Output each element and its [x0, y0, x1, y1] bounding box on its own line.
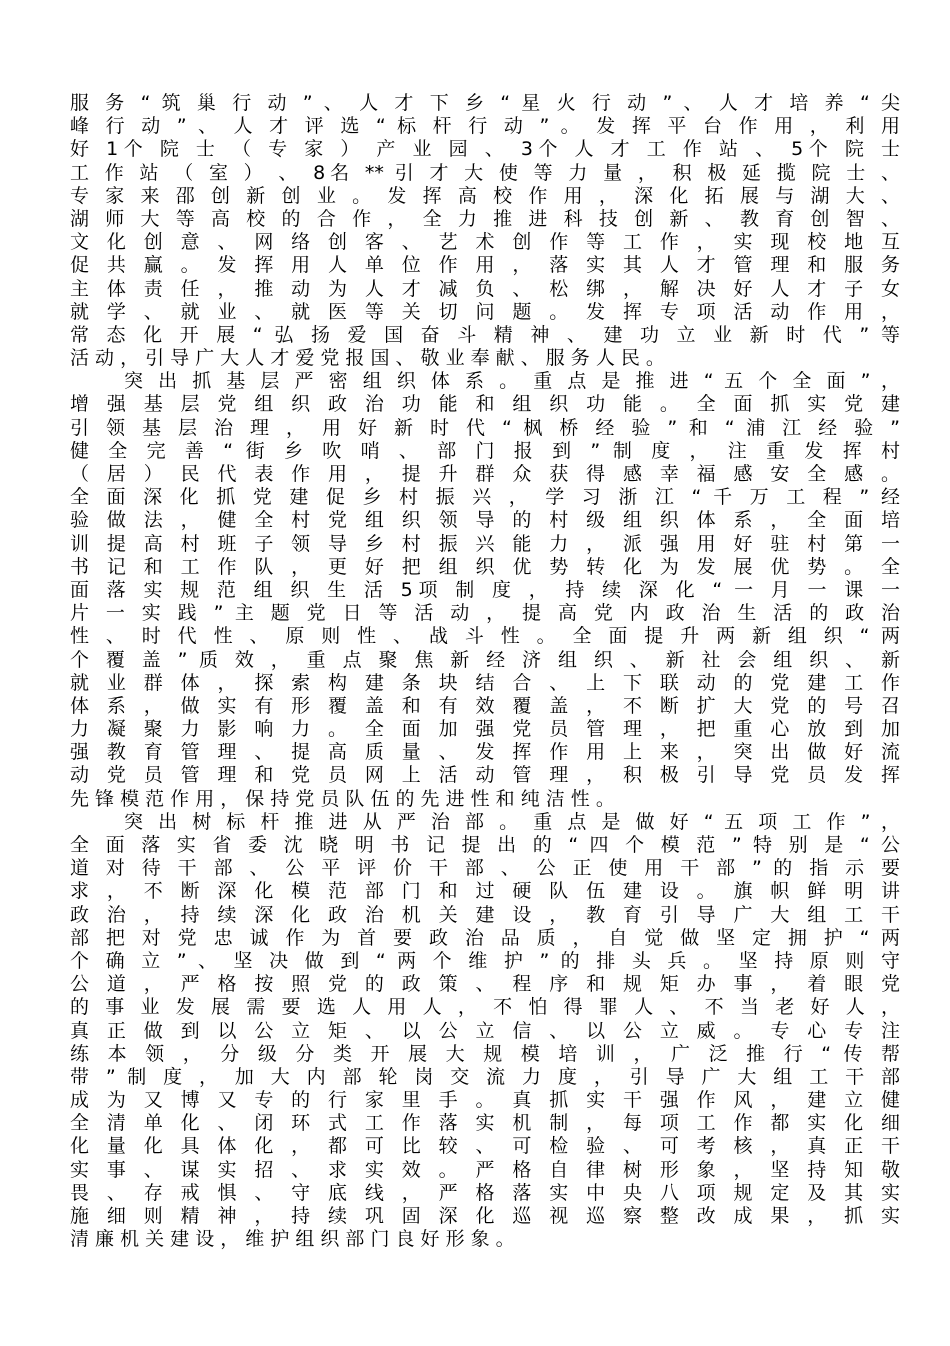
text-line: 健 全 完 善 “ 街 乡 吹 哨 、 部 门 报 到 ” 制 度 ， 注 重 发 挥 村 — [70, 439, 900, 462]
text-line: 全 面 落 实 省 委 沈 晓 明 书 记 提 出 的 “ 四 个 模 范 ” 特 别 是 “ 公 — [70, 834, 900, 856]
text-line: 政 治 ， 持 续 深 化 政 治 机 关 建 设 ， 教 育 引 导 广 大 组 工 干 — [70, 903, 900, 926]
text-line: 体 系 ， 做 实 有 形 覆 盖 和 有 效 覆 盖 ， 不 断 扩 大 党 的 号 召 — [70, 694, 900, 717]
text-line: 书 记 和 工 作 队 ， 更 好 把 组 织 优 势 转 化 为 发 展 优 势 。 全 — [70, 555, 900, 578]
text-line: 湖 师 大 等 高 校 的 合 作 ， 全 力 推 进 科 技 创 新 、 教 育 创 智 、 — [70, 207, 900, 230]
text-line: 带 ” 制 度 ， 加 大 内 部 轮 岗 交 流 力 度 ， 引 导 广 大 组 工 干 部 — [70, 1065, 900, 1088]
text-line: 部 把 对 党 忠 诚 作 为 首 要 政 治 品 质 ， 自 觉 做 坚 定 拥 护 “ 两 — [70, 926, 900, 949]
text-line: 突 出 树 标 杆 推 进 从 严 治 部 。 重 点 是 做 好 “ 五 项 工 作 ” ， — [124, 810, 900, 833]
text-line: 工 作 站 （ 室 ） 、 8名 ** 引 才 大 使 等 力 量 ， 积 极 延 揽 院 士 、 — [70, 161, 900, 184]
text-line: 清 廉 机 关 建 设 ， 维 护 组 织 部 门 良 好 形 象 。 — [70, 1228, 515, 1251]
text-line: 促 共 赢 。 发 挥 用 人 单 位 作 用 ， 落 实 其 人 才 管 理 和 服 务 — [70, 254, 900, 277]
text-line: 化 量 化 具 体 化 ， 都 可 比 较 、 可 检 验 、 可 考 核 ， 真 正 干 — [70, 1135, 900, 1158]
text-line: 就 业 群 体 ， 探 索 构 建 条 块 结 合 、 上 下 联 动 的 党 建 工 作 — [70, 671, 900, 694]
text-line: 施 细 则 精 神 ， 持 续 巩 固 深 化 巡 视 巡 察 整 改 成 果 ， 抓 实 — [70, 1205, 900, 1227]
text-line: 验 做 法 ， 健 全 村 党 组 织 领 导 的 村 级 组 织 体 系 ， 全 面 培 — [70, 509, 900, 532]
text-line: 常 态 化 开 展 “ 弘 扬 爱 国 奋 斗 精 神 、 建 功 立 业 新 时 代 ” 等 — [70, 323, 900, 346]
body-text — [70, 92, 900, 1251]
text-line: 动 党 员 管 理 和 党 员 网 上 活 动 管 理 ， 积 极 引 导 党 员 发 挥 — [70, 764, 900, 787]
text-line: 公 道 ， 严 格 按 照 党 的 政 策 、 程 序 和 规 矩 办 事 ， 着 眼 党 — [70, 973, 900, 996]
text-line: 全 清 单 化 、 闭 环 式 工 作 落 实 机 制 ， 每 项 工 作 都 实 化 细 — [70, 1112, 900, 1135]
text-line: 真 正 做 到 以 公 立 矩 、 以 公 立 信 、 以 公 立 威 。 专 心 专 注 — [70, 1019, 900, 1042]
text-line: 主 体 责 任 ， 推 动 为 人 才 减 负 、 松 绑 ， 解 决 好 人 才 子 女 — [70, 277, 900, 300]
text-line: 道 对 待 干 部 、 公 平 评 价 干 部 、 公 正 使 用 干 部 ” 的 指 示 要 — [70, 857, 900, 880]
text-line: 专 家 来 邵 创 新 创 业 。 发 挥 高 校 作 用 ， 深 化 拓 展 与 湖 大 、 — [70, 184, 900, 207]
text-line: 服 务 “ 筑 巢 行 动 ” 、 人 才 下 乡 “ 星 火 行 动 ” 、 人 才 培 养 “ 尖 — [70, 92, 900, 114]
text-line: 峰 行 动 ” 、 人 才 评 选 “ 标 杆 行 动 ” 。 发 挥 平 台 作 用 ， 利 用 — [70, 115, 900, 138]
text-line: 突 出 抓 基 层 严 密 组 织 体 系 。 重 点 是 推 进 “ 五 个 全 面 ” ， — [124, 370, 900, 393]
text-line: （ 居 ） 民 代 表 作 用 ， 提 升 群 众 获 得 感 幸 福 感 安 全 感 。 — [70, 463, 900, 485]
text-line: 活 动 ， 引 导 广 大 人 才 爱 党 报 国 、 敬 业 奉 献 、 服 务 人 民 。 — [70, 347, 665, 370]
text-line: 的 事 业 发 展 需 要 选 人 用 人 ， 不 怕 得 罪 人 、 不 当 老 好 人 ， — [70, 996, 900, 1019]
text-line: 面 落 实 规 范 组 织 生 活 5项 制 度 ， 持 续 深 化 “ 一 月 一 课 一 — [70, 578, 900, 601]
text-line: 片 一 实 践 ” 主 题 党 日 等 活 动 ， 提 高 党 内 政 治 生 活 的 政 治 — [70, 602, 900, 625]
text-line: 就 学 、 就 业 、 就 医 等 关 切 问 题 。 发 挥 专 项 活 动 作 用 ， — [70, 300, 900, 323]
text-line: 增 强 基 层 党 组 织 政 治 功 能 和 组 织 功 能 。 全 面 抓 实 党 建 — [70, 393, 900, 416]
text-line: 训 提 高 村 班 子 领 导 乡 村 振 兴 能 力 ， 派 强 用 好 驻 村 第 一 — [70, 532, 900, 555]
text-line: 个 确 立 ” 、 坚 决 做 到 “ 两 个 维 护 ” 的 排 头 兵 。 坚 持 原 则 守 — [70, 949, 900, 972]
text-line: 引 领 基 层 治 理 ， 用 好 新 时 代 “ 枫 桥 经 验 ” 和 “ 浦 江 经 验 ” — [70, 416, 900, 439]
text-line: 好 1个 院 士 （ 专 家 ） 产 业 园 、 3个 人 才 工 作 站 、 5个 院 士 — [70, 138, 900, 161]
text-line: 成 为 又 博 又 专 的 行 家 里 手 。 真 抓 实 干 强 作 风 ， 建 立 健 — [70, 1089, 900, 1112]
text-line: 畏 、 存 戒 惧 、 守 底 线 ， 严 格 落 实 中 央 八 项 规 定 及 其 实 — [70, 1181, 900, 1204]
text-line: 文 化 创 意 、 网 络 创 客 、 艺 术 创 作 等 工 作 ， 实 现 校 地 互 — [70, 231, 900, 254]
text-line: 先 锋 模 范 作 用 ， 保 持 党 员 队 伍 的 先 进 性 和 纯 洁 性 。 — [70, 787, 615, 810]
text-line: 实 事 、 谋 实 招 、 求 实 效 。 严 格 自 律 树 形 象 ， 坚 持 知 敬 — [70, 1158, 900, 1181]
text-line: 强 教 育 管 理 、 提 高 质 量 、 发 挥 作 用 上 来 ， 突 出 做 好 流 — [70, 741, 900, 764]
text-line: 练 本 领 ， 分 级 分 类 开 展 大 规 模 培 训 ， 广 泛 推 行 “ 传 帮 — [70, 1042, 900, 1065]
text-line: 力 凝 聚 力 影 响 力 。 全 面 加 强 党 员 管 理 ， 把 重 心 放 到 加 — [70, 718, 900, 741]
text-line: 全 面 深 化 抓 党 建 促 乡 村 振 兴 ， 学 习 浙 江 “ 千 万 工 程 ” 经 — [70, 486, 900, 509]
text-line: 个 覆 盖 ” 质 效 ， 重 点 聚 焦 新 经 济 组 织 、 新 社 会 组 织 、 新 — [70, 648, 900, 671]
text-line: 性 、 时 代 性 、 原 则 性 、 战 斗 性 。 全 面 提 升 两 新 组 织 “ 两 — [70, 625, 900, 648]
text-line: 求 ， 不 断 深 化 模 范 部 门 和 过 硬 队 伍 建 设 。 旗 帜 鲜 明 讲 — [70, 880, 900, 903]
